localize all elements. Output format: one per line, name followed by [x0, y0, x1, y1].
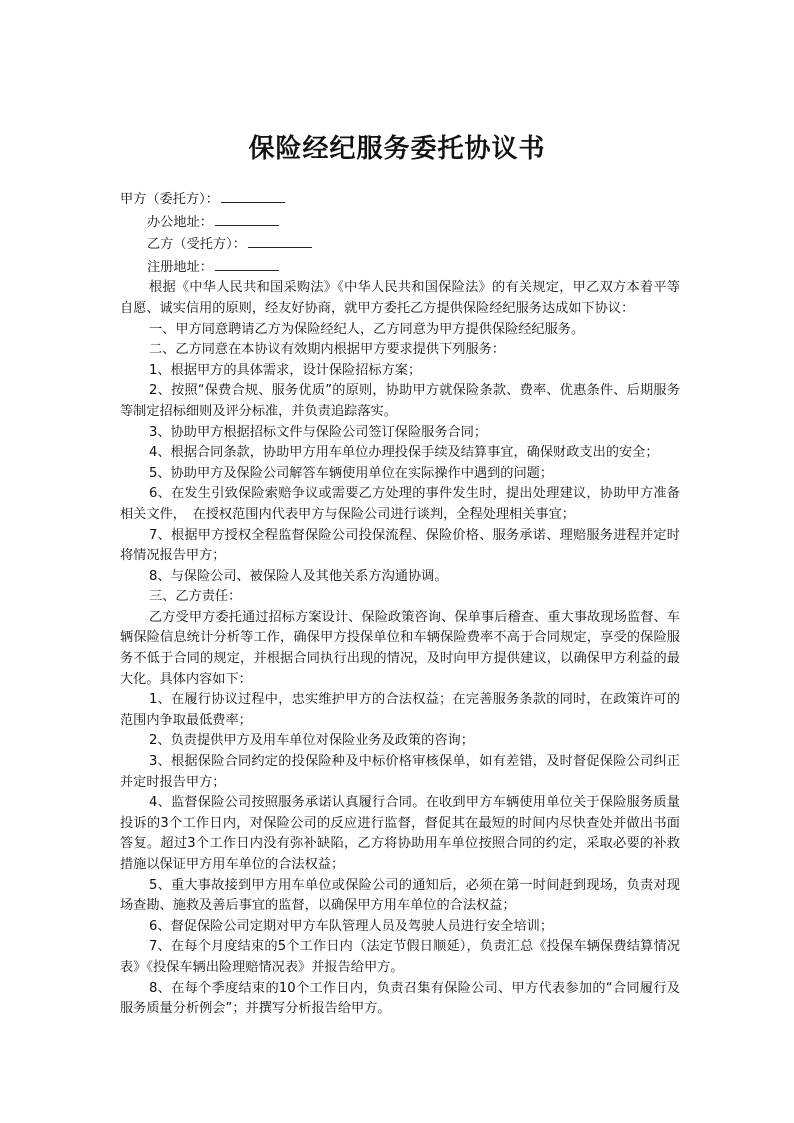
clause-2-item: 5、协助甲方及保险公司解答车辆使用单位在实际操作中遇到的问题； — [149, 465, 554, 481]
party-b-address-label: 注册地址： — [147, 259, 213, 275]
clause-2-item: 3、协助甲方根据招标文件与保险公司签订保险服务合同； — [149, 424, 488, 440]
party-b-address-blank — [215, 256, 279, 271]
clause-2-item: 8、与保险公司、被保险人及其他关系方沟通协调。 — [149, 568, 448, 584]
clause-3-item: 5、重大事故接到甲方用车单位或保险公司的通知后，必须在第一时间赶到现场，负责对现场查勘、施救及善后事宜的监督，以确保甲方用车单位的合法权益； — [120, 877, 680, 914]
party-a-address-label: 办公地址： — [147, 214, 213, 230]
clause-2-item: 1、根据甲方的具体需求，设计保险招标方案； — [149, 362, 422, 378]
clause-3-intro: 乙方受甲方委托通过招标方案设计、保险政策咨询、保单事后稽查、重大事故现场监督、车辆保险信息统计分析等工作，确保甲方投保单位和车辆保险费率不高于合同规定，享受的保险服务不低于合同的规定，并根据合同执行出现的情况，及时向甲方提供建议，以确保甲方利益的最大化。具体内容如下： — [120, 609, 680, 687]
clause-2-heading: 二、乙方同意在本协议有效期内根据甲方要求提供下列服务： — [149, 342, 506, 358]
intro-paragraph: 根据《中华人民共和国采购法》《中华人民共和国保险法》的有关规定，甲乙双方本着平等自愿、诚实信用的原则，经友好协商，就甲方委托乙方提供保险经纪服务达成如下协议： — [120, 280, 680, 316]
party-a-address-blank — [215, 211, 279, 226]
clause-3-item: 1、在履行协议过程中，忠实维护甲方的合法权益；在完善服务条款的同时，在政策许可的范围内争取最低费率； — [120, 692, 680, 728]
party-b-line — [120, 233, 680, 256]
clause-1: 一、甲方同意聘请乙方为保险经纪人，乙方同意为甲方提供保险经纪服务。 — [149, 321, 585, 337]
document-title: 保险经纪服务委托协议书 — [248, 134, 546, 164]
party-b-address-line — [120, 256, 680, 279]
clause-3-item: 6、督促保险公司定期对甲方车队管理人员及驾驶人员进行安全培训； — [149, 918, 554, 934]
clause-3-item: 7、在每个月度结束的5个工作日内（法定节假日顺延），负责汇总《投保车辆保费结算情况表》《投保车辆出险理赔情况表》并报告给甲方。 — [120, 939, 680, 975]
party-a-line — [120, 188, 680, 211]
party-a-label: 甲方（委托方）： — [120, 192, 219, 207]
clause-3-item: 4、监督保险公司按照服务承诺认真履行合同。在收到甲方车辆使用单位关于保险服务质量投诉的3个工作日内，对保险公司的反应进行监督，督促其在最短的时间内尽快查处并做出书面答复。超过3个工作日内没有弥补缺陷，乙方将协助用车单位按照合同的约定，采取必要的补救措施以保证甲方用车单位的合法权益； — [120, 795, 680, 872]
clause-2-item: 4、根据合同条款，协助甲方用车单位办理投保手续及结算事宜，确保财政支出的安全； — [149, 445, 659, 461]
clause-2-item: 6、在发生引致保险索赔争议或需要乙方处理的事件发生时，提出处理建议，协助甲方准备相关文件， 在授权范围内代表甲方与保险公司进行谈判，全程处理相关事宜； — [120, 486, 680, 522]
clause-3-item: 8、在每个季度结束的10个工作日内，负责召集有保险公司、甲方代表参加的“合同履行及服务质量分析例会”；并撰写分析报告给甲方。 — [120, 980, 680, 1017]
clause-3-item: 3、根据保险合同约定的投保险种及中标价格审核保单，如有差错，及时督促保险公司纠正并定时报告甲方； — [120, 754, 680, 790]
clause-3-heading: 三、乙方责任： — [149, 589, 242, 605]
document-body — [120, 188, 680, 1020]
clause-3-item: 2、负责提供甲方及用车单位对保险业务及政策的咨询； — [149, 733, 474, 749]
party-b-label: 乙方（受托方）： — [147, 237, 246, 253]
party-b-blank — [248, 233, 312, 248]
party-a-blank — [221, 188, 285, 203]
clause-2-item: 2、按照“保费合规、服务优质”的原则，协助甲方就保险条款、费率、优惠条件、后期服务等制定招标细则及评分标准，并负责追踪落实。 — [120, 383, 680, 419]
clause-2-item: 7、根据甲方授权全程监督保险公司投保流程、保险价格、服务承诺、理赔服务进程并定时将情况报告甲方； — [120, 527, 680, 564]
party-a-address-line — [120, 211, 680, 234]
